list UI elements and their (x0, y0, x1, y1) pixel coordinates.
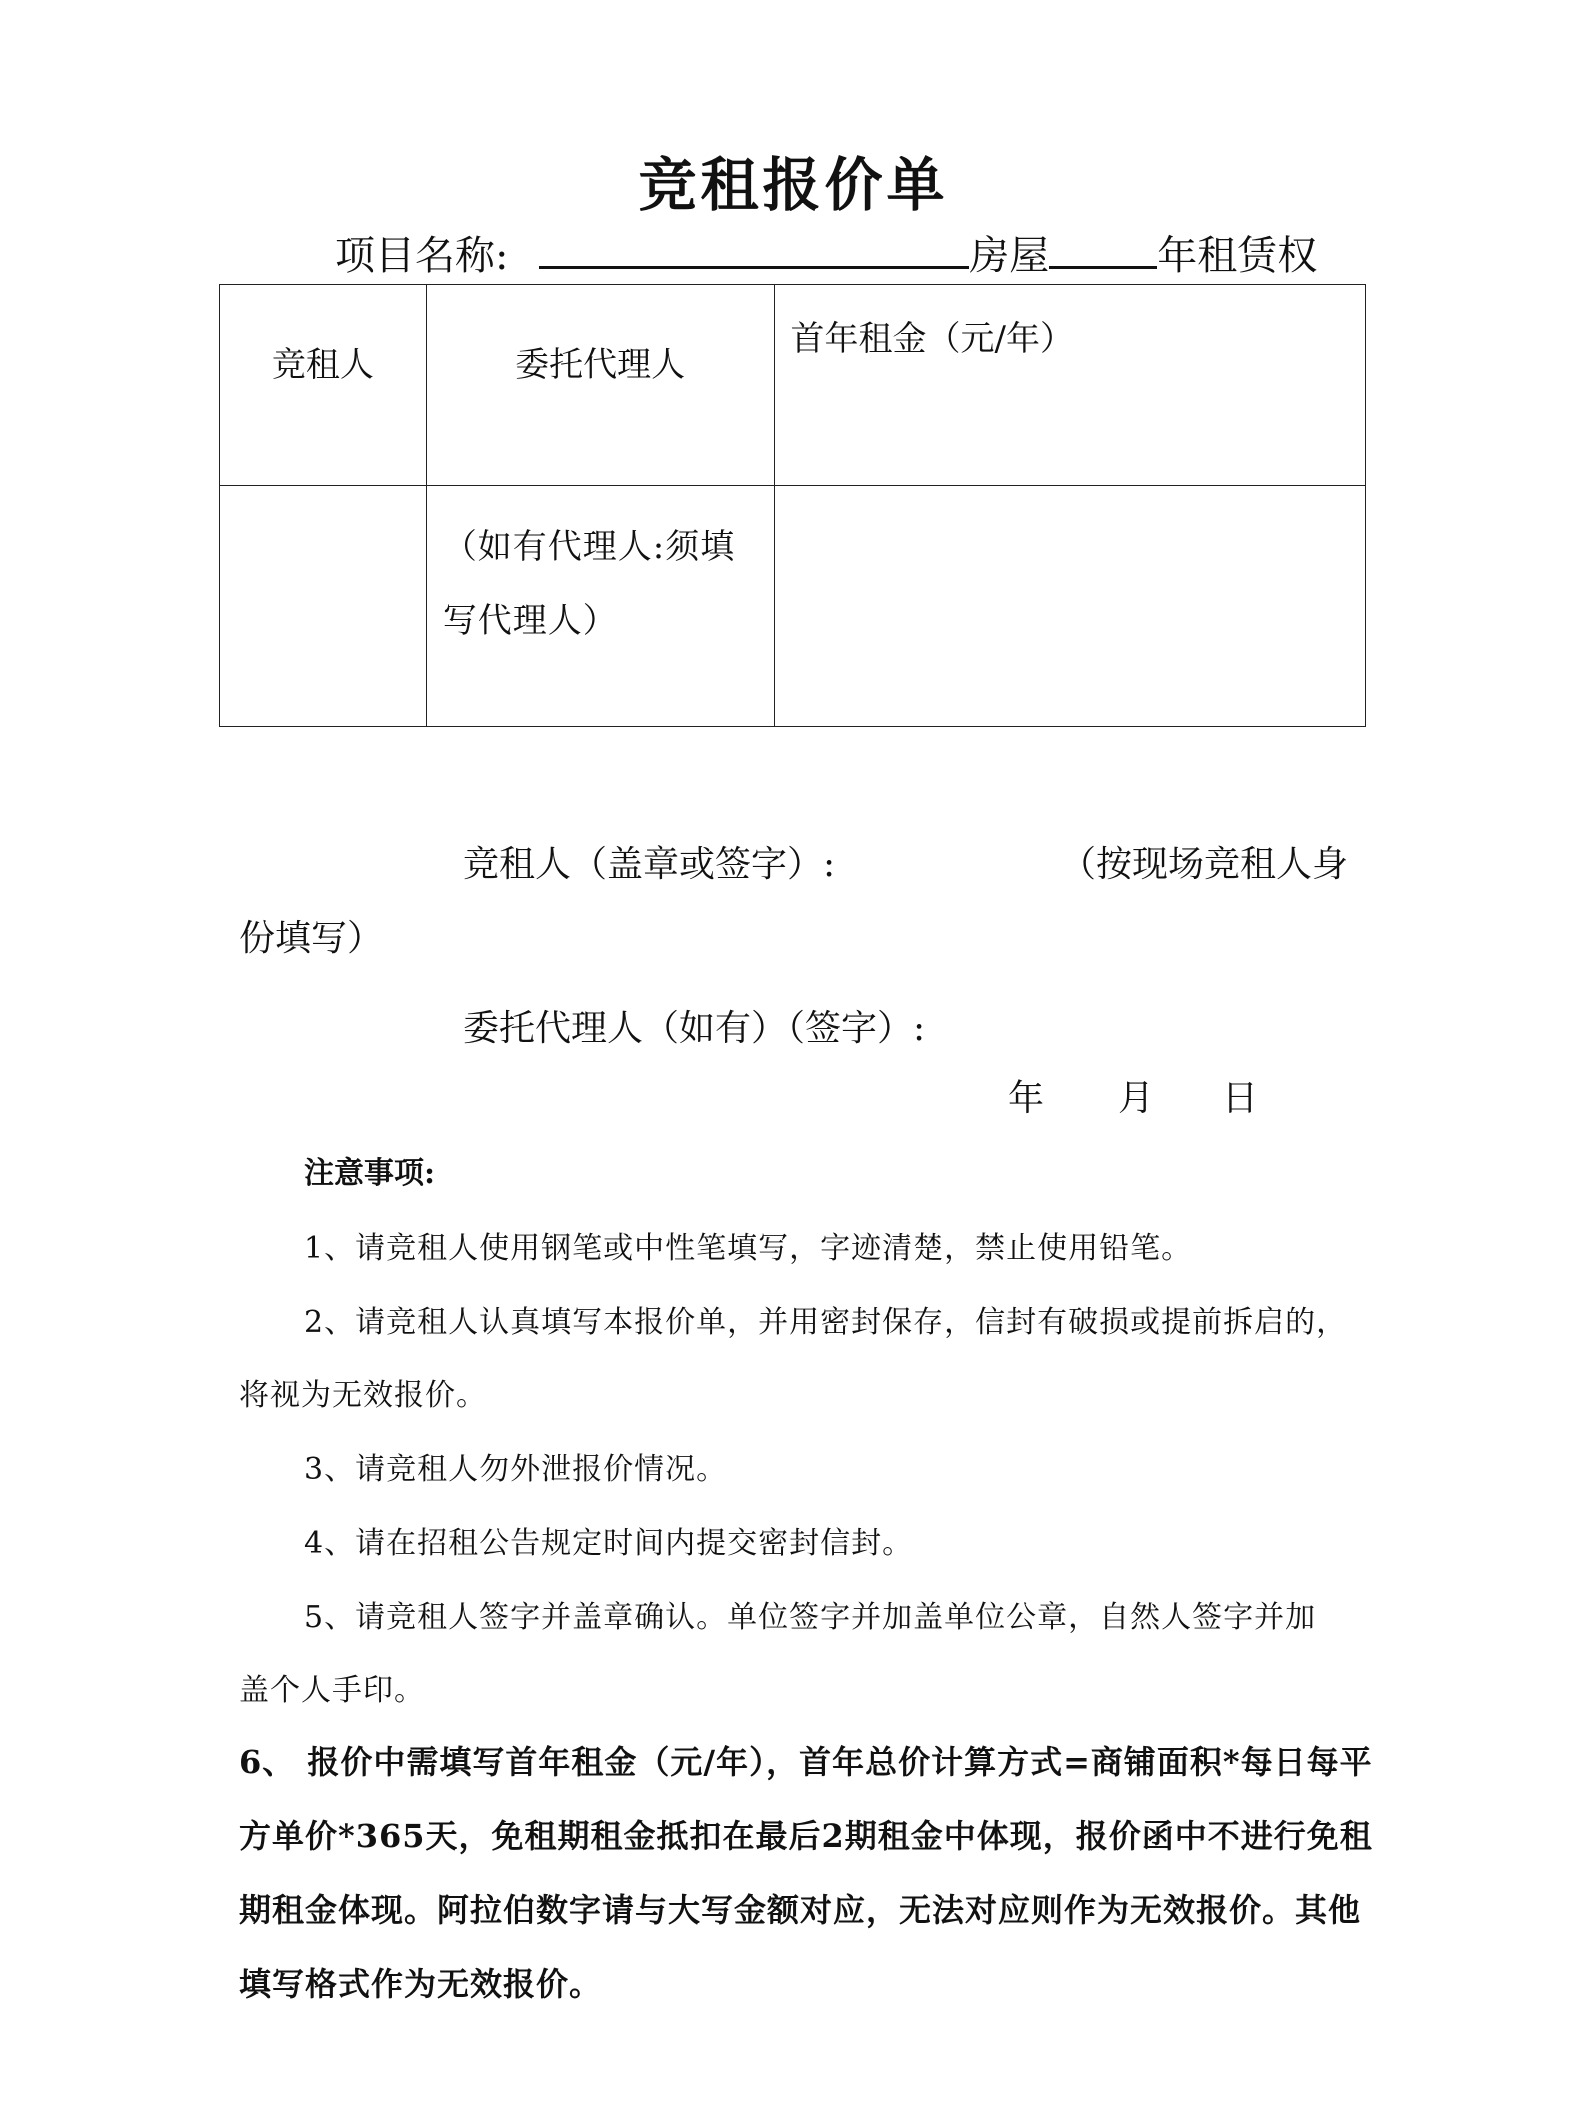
note-4: 4、请在招租公告规定时间内提交密封信封。 (304, 1526, 914, 1561)
note-6-line-1: 6、 报价中需填写首年租金（元/年），首年总价计算方式=商铺面积*每日每平 (239, 1743, 1373, 1781)
agent-note: （如有代理人:须填写代理人） (442, 527, 736, 641)
date-month: 月 (1118, 1078, 1155, 1119)
header-cell-bidder (220, 285, 427, 486)
lease-years-blank[interactable] (1049, 232, 1157, 269)
date-day: 日 (1222, 1078, 1259, 1119)
table-header-row (220, 285, 1366, 486)
agent-signature-label: 委托代理人（如有）（签字）: (463, 1008, 926, 1049)
note-2: 2、请竞租人认真填写本报价单，并用密封保存，信封有破损或提前拆启的， (304, 1305, 1348, 1340)
bidder-input-cell[interactable] (220, 486, 427, 727)
lease-label: 年租赁权 (1157, 233, 1318, 279)
note-6-line-2: 方单价*365天，免租期租金抵扣在最后2期租金中体现，报价函中不进行免租 (239, 1817, 1373, 1855)
page-title: 竞租报价单 (638, 151, 949, 219)
bidder-signature-note-cont: 份填写） (239, 918, 384, 959)
note-2-cont: 将视为无效报价。 (239, 1378, 487, 1413)
note-6-line-4: 填写格式作为无效报价。 (239, 1965, 603, 2003)
note-3: 3、请竞租人勿外泄报价情况。 (304, 1452, 728, 1487)
bidder-signature-note: （按现场竞租人身 (1060, 844, 1349, 885)
header-first-year-rent: 首年租金（元/年） (790, 319, 1074, 359)
notes-heading: 注意事项: (304, 1156, 436, 1191)
bidder-signature-label: 竞租人（盖章或签字）: (463, 844, 836, 885)
header-cell-first-year-rent (774, 285, 1365, 486)
house-label: 房屋 (969, 233, 1050, 279)
note-5-cont: 盖个人手印。 (239, 1673, 425, 1708)
header-cell-agent (426, 285, 774, 486)
rent-input-cell[interactable] (774, 486, 1365, 727)
note-5: 5、请竞租人签字并盖章确认。单位签字并加盖单位公章，自然人签字并加 (304, 1600, 1317, 1635)
header-bidder: 竞租人 (271, 345, 374, 385)
header-agent: 委托代理人 (515, 345, 686, 385)
date-year: 年 (1008, 1078, 1045, 1119)
project-name-label: 项目名称: (335, 233, 509, 279)
agent-input-cell[interactable] (426, 486, 774, 727)
note-1: 1、请竞租人使用钢笔或中性笔填写，字迹清楚，禁止使用铅笔。 (304, 1231, 1193, 1266)
project-line (335, 228, 1317, 284)
note-6-line-3: 期租金体现。阿拉伯数字请与大写金额对应，无法对应则作为无效报价。其他 (239, 1891, 1362, 1929)
table-input-row (220, 486, 1366, 727)
project-name-blank[interactable] (539, 232, 969, 269)
bid-table (219, 284, 1366, 727)
